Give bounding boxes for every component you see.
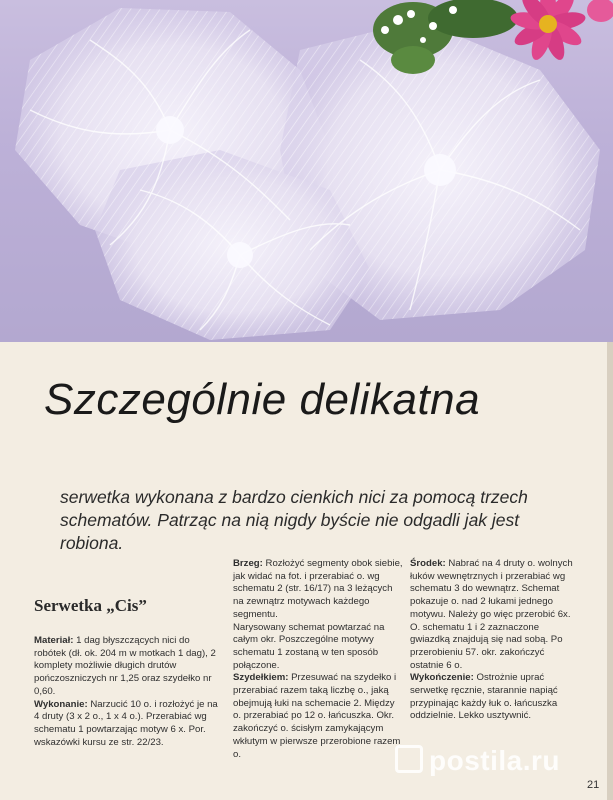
- article-title: Szczególnie delikatna: [44, 375, 481, 424]
- edge-label: Brzeg:: [233, 558, 263, 569]
- column-2: [233, 558, 403, 761]
- crochet-text: Przesuwać na szydełko i przerabiać razem taką liczbę o., jaką obejmują łuki na schemacie 2. Między o. przerabiać po 12 o. łańcuszka. Okr. zakończyć o. ścisłym zamykającym wkłutym w pierwsze przerobione razem o.: [233, 672, 401, 760]
- finishing-paragraph: [410, 672, 575, 723]
- execution-paragraph: [34, 699, 224, 750]
- materials-paragraph: [34, 635, 224, 699]
- column-1: [34, 635, 224, 749]
- section-title: Serwetka „Cis”: [34, 596, 147, 615]
- watermark-logo-icon: [395, 745, 423, 773]
- edge-text: Rozłożyć segmenty obok siebie, jak widać na fot. i przerabiać o. wg schematu 2 (str. 16/17) na 3 leżących na zewnątrz motywach każdego segmentu.: [233, 558, 403, 620]
- center-paragraph-2: O. schematu 1 i 2 zaznaczone gwiazdką znajdują się nad sobą. Po przerobieniu 57. okr. zakończyć ostatnie 6 o.: [410, 621, 563, 671]
- edge-paragraph-2: Narysowany schemat powtarzać na całym okr. Poszczególne motywy schematu 1 zostaną w ten sposób połączone.: [233, 621, 385, 671]
- center-label: Środek:: [410, 558, 446, 569]
- finishing-text: Ostrożnie uprać serwetkę ręcznie, starannie napiąć przypinając każdy łuk o. łańcuszka oddzielnie. Lekko usztywnić.: [410, 672, 558, 722]
- lace-doily-photo: [0, 0, 613, 342]
- watermark-text: postila.ru: [429, 745, 561, 776]
- page-edge: [607, 342, 613, 800]
- edge-paragraph: [233, 558, 403, 622]
- materials-text: 1 dag błyszczących nici do robótek (dł. ok. 204 m w motkach 1 dag), 2 komplety możliwie długich drutów pończoszniczych nr 1,25 oraz szydełko nr 0,60.: [34, 635, 216, 697]
- center-paragraph: [410, 558, 575, 622]
- flower-bouquet-image: [343, 0, 613, 80]
- crochet-label: Szydełkiem:: [233, 672, 289, 684]
- execution-text: Narzucić 10 o. i rozłożyć je na 4 druty (3 x 2 o., 1 x 4 o.). Przerabiać wg schematu 1 powtarzając motyw 6 x. Por. wskazówki kursu ze str. 22/23.: [34, 698, 218, 748]
- materials-label: Materiał:: [34, 635, 74, 646]
- article-lead: serwetka wykonana z bardzo cienkich nici za pomocą trzech schematów. Patrząc na nią nigdy byście nie odgadli jak jest robiona.: [60, 487, 528, 553]
- finishing-label: Wykończenie:: [410, 672, 474, 684]
- crochet-paragraph: [233, 672, 403, 761]
- execution-label: Wykonanie:: [34, 698, 88, 710]
- center-text: Nabrać na 4 druty o. wolnych łuków wewnętrznych i przerabiać wg schematu 3 do wewnątrz. Schemat pokazuje o. nad 2 łukami jednego motywu. Należy go więc przerobić 6x.: [410, 558, 573, 620]
- watermark: [395, 745, 560, 777]
- page-number: 21: [587, 779, 600, 791]
- column-3: [410, 558, 575, 723]
